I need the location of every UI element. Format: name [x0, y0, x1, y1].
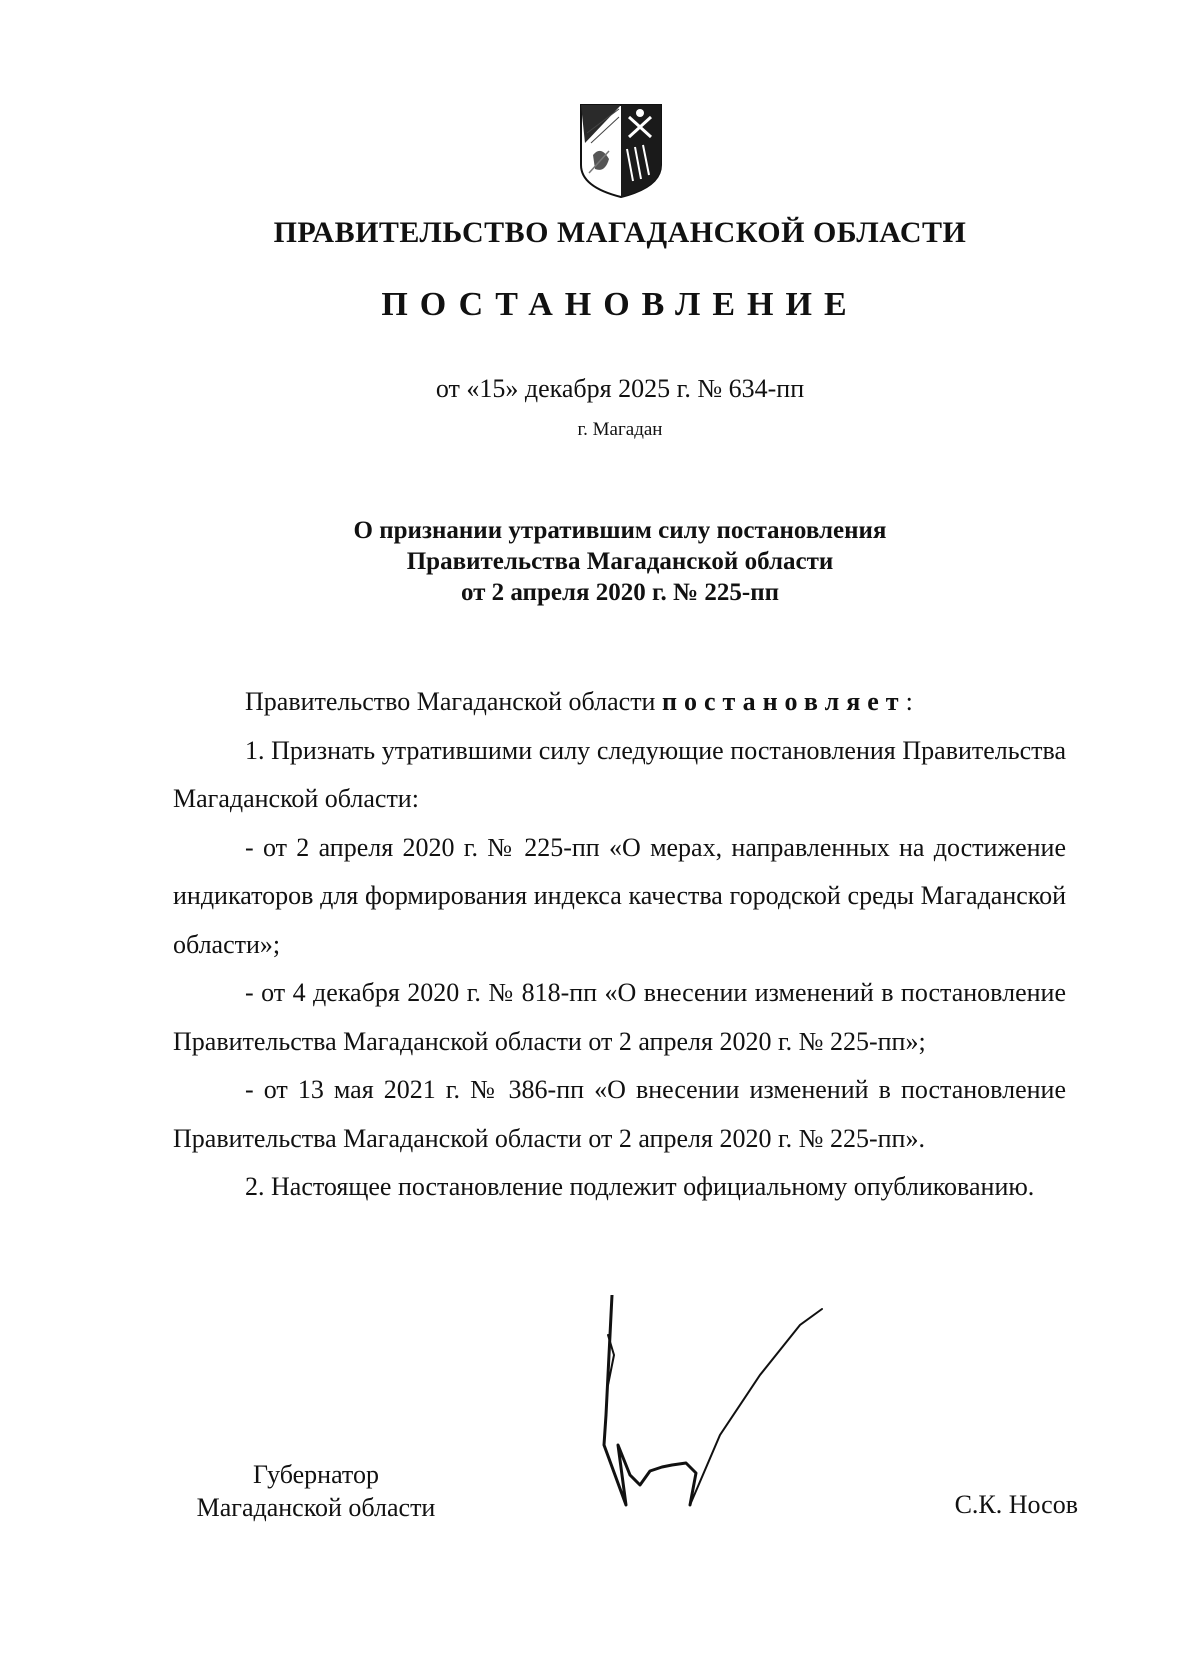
preamble-text: Правительство Магаданской области: [245, 687, 662, 716]
signatory-position: [176, 1458, 456, 1524]
document-body: [173, 678, 1066, 1212]
document-type: ПОСТАНОВЛЕНИЕ: [381, 286, 859, 323]
clause-1-item: - от 2 апреля 2020 г. № 225-пп «О мерах, направленных на достижение индикаторов для формирования индекса качества городской среды Магаданской области»;: [173, 832, 1066, 959]
subject-line: Правительства Магаданской области: [406, 548, 834, 575]
signatory-position-line: Губернатор: [253, 1460, 379, 1489]
clause-1-item: - от 4 декабря 2020 г. № 818-пп «О внесении изменений в постановление Правительства Магаданской области от 2 апреля 2020 г. № 225-пп»;: [173, 978, 1066, 1056]
signatory-position-line: Магаданской области: [196, 1493, 436, 1522]
coat-of-arms-icon: [579, 103, 663, 199]
document-city: г. Магадан: [577, 419, 663, 440]
preamble-colon: :: [905, 687, 913, 716]
preamble-emphasis: постановляет: [661, 687, 906, 716]
document-subject: [0, 515, 1200, 608]
preamble: [173, 678, 1066, 727]
handwritten-signature: [600, 1295, 860, 1525]
subject-line: О признании утратившим силу постановления: [353, 517, 887, 544]
signatory-name: С.К. Носов: [954, 1490, 1078, 1519]
organization-title: ПРАВИТЕЛЬСТВО МАГАДАНСКОЙ ОБЛАСТИ: [273, 216, 967, 249]
clause-2: 2. Настоящее постановление подлежит официальному опубликованию.: [245, 1172, 1035, 1201]
clause-1-item: - от 13 мая 2021 г. № 386-пп «О внесении изменений в постановление Правительства Магаданской области от 2 апреля 2020 г. № 225-пп».: [173, 1075, 1066, 1153]
clause-1: 1. Признать утратившими силу следующие постановления Правительства Магаданской области:: [173, 735, 1066, 813]
document-date-number: от «15» декабря 2025 г. № 634-пп: [435, 374, 805, 403]
subject-line: от 2 апреля 2020 г. № 225-пп: [460, 579, 780, 606]
